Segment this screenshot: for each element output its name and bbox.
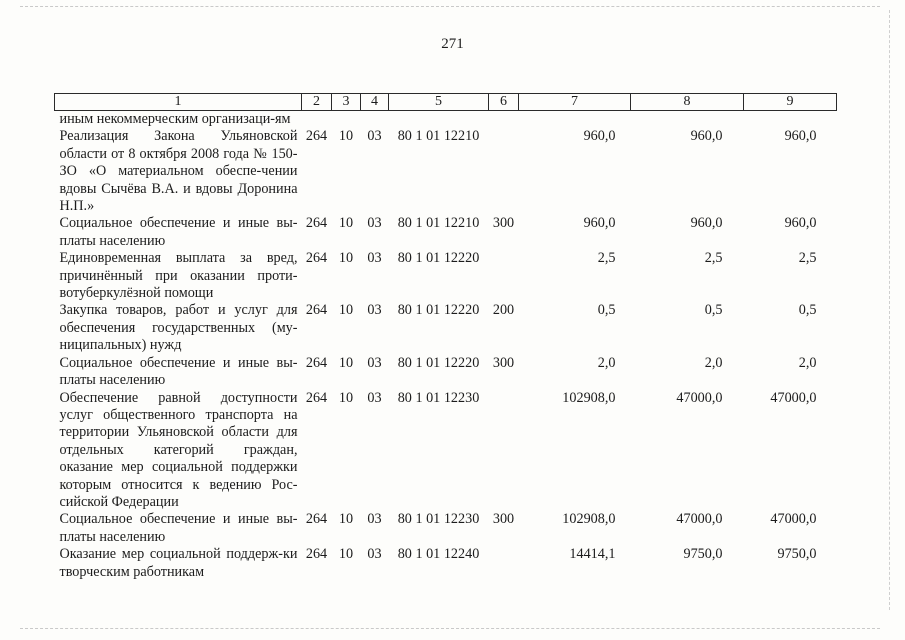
cell-description: Социальное обеспечение и иные вы-платы населению: [59, 511, 298, 545]
header-col-2: 2: [302, 94, 332, 111]
table-row: [55, 302, 837, 354]
cell-col-4: [361, 111, 389, 129]
cell-description: Закупка товаров, работ и услуг для обеспечения государственных (му-ниципальных) нужд: [59, 302, 298, 354]
cell-col-5: 80 1 01 12230: [397, 389, 480, 406]
cell-col-4: 03: [367, 354, 382, 371]
cell-col-7: 960,0: [583, 215, 616, 232]
cell-col-8: 2,0: [704, 354, 723, 371]
budget-table: [54, 93, 837, 581]
cell-col-3: 10: [338, 354, 354, 371]
cell-col-6: 300: [492, 215, 515, 232]
header-col-9: 9: [744, 94, 837, 111]
cell-description: иным некоммерческим организаци-ям: [59, 111, 291, 127]
scan-edge-top: [20, 6, 880, 8]
cell-col-9: [744, 111, 837, 129]
cell-col-6: 300: [492, 511, 515, 528]
scan-edge-bottom: [20, 628, 880, 630]
cell-col-6: [489, 128, 519, 215]
cell-description: Социальное обеспечение и иные вы-платы населению: [59, 354, 298, 389]
header-col-1: 1: [55, 94, 302, 111]
header-col-8: 8: [631, 94, 744, 111]
cell-col-8: 47000,0: [676, 511, 723, 528]
cell-col-8: 960,0: [690, 128, 723, 145]
cell-col-2: 264: [305, 128, 328, 145]
cell-col-6: [489, 546, 519, 581]
cell-col-8: 960,0: [690, 215, 723, 232]
cell-col-3: 10: [338, 511, 354, 528]
cell-col-8: 47000,0: [676, 389, 723, 406]
cell-col-9: 2,5: [798, 250, 817, 267]
table-row: [55, 355, 837, 390]
table-row: [55, 250, 837, 302]
cell-col-5: 80 1 01 12220: [397, 354, 480, 371]
cell-col-3: [332, 111, 361, 129]
cell-col-9: 47000,0: [770, 389, 817, 406]
cell-col-2: 264: [305, 215, 328, 232]
cell-col-9: 0,5: [798, 302, 817, 319]
cell-col-5: 80 1 01 12240: [397, 546, 480, 563]
cell-col-4: 03: [367, 215, 382, 232]
cell-col-2: 264: [305, 546, 328, 563]
cell-col-4: 03: [367, 250, 382, 267]
cell-col-3: 10: [338, 250, 354, 267]
cell-description: Социальное обеспечение и иные вы-платы населению: [59, 215, 298, 249]
cell-col-6: [489, 250, 519, 302]
cell-col-5: 80 1 01 12220: [397, 250, 480, 267]
table-row: [55, 546, 837, 581]
cell-col-3: 10: [338, 302, 354, 319]
cell-col-7: 960,0: [583, 128, 616, 145]
cell-col-4: 03: [367, 302, 382, 319]
cell-col-6: [489, 390, 519, 512]
cell-col-4: 03: [367, 546, 382, 563]
header-col-6: 6: [489, 94, 519, 111]
cell-col-2: 264: [305, 354, 328, 371]
cell-col-3: 10: [338, 389, 354, 406]
cell-col-3: 10: [338, 128, 354, 145]
header-col-3: 3: [332, 94, 361, 111]
scan-edge-right: [889, 10, 891, 610]
cell-col-7: 2,5: [597, 250, 616, 267]
cell-col-5: 80 1 01 12210: [397, 128, 480, 145]
cell-col-2: [302, 111, 332, 129]
cell-col-4: 03: [367, 389, 382, 406]
cell-col-2: 264: [305, 511, 328, 528]
cell-col-2: 264: [305, 250, 328, 267]
cell-col-7: 102908,0: [562, 511, 616, 528]
cell-col-7: 102908,0: [562, 389, 616, 406]
cell-col-9: 960,0: [784, 128, 817, 145]
header-col-4: 4: [361, 94, 389, 111]
table-row: [55, 511, 837, 546]
cell-col-8: [631, 111, 744, 129]
header-row: [55, 94, 837, 111]
cell-col-8: 2,5: [704, 250, 723, 267]
cell-description: Реализация Закона Ульяновской области от 8 октября 2008 года № 150-ЗО «О материальном обеспе-чении вдовы Сычёва В.А. и вдовы Доронина Н.П.»: [59, 128, 298, 215]
cell-col-7: [519, 111, 631, 129]
table-row: [55, 390, 837, 512]
cell-col-2: 264: [305, 389, 328, 406]
table-body: [55, 111, 837, 581]
table-row: [55, 215, 837, 250]
cell-col-5: 80 1 01 12220: [397, 302, 480, 319]
cell-col-5: 80 1 01 12210: [397, 215, 480, 232]
cell-col-9: 9750,0: [777, 546, 817, 563]
cell-col-6: 300: [492, 354, 515, 371]
table-row: [55, 128, 837, 215]
cell-col-8: 0,5: [704, 302, 723, 319]
cell-col-3: 10: [338, 215, 354, 232]
cell-col-7: 2,0: [597, 354, 616, 371]
header-col-5: 5: [389, 94, 489, 111]
cell-col-6: 200: [492, 302, 515, 319]
cell-col-9: 2,0: [798, 354, 817, 371]
cell-col-4: 03: [367, 511, 382, 528]
cell-description: Единовременная выплата за вред, причинённый при оказании проти-вотуберкулёзной помощи: [59, 250, 298, 302]
header-col-7: 7: [519, 94, 631, 111]
cell-col-6: [489, 111, 519, 129]
page-number: 271: [441, 36, 464, 52]
cell-col-2: 264: [305, 302, 328, 319]
cell-col-5: 80 1 01 12230: [397, 511, 480, 528]
cell-col-7: 0,5: [597, 302, 616, 319]
cell-description: Оказание мер социальной поддерж-ки творческим работникам: [59, 546, 298, 580]
cell-description: Обеспечение равной доступности услуг общественного транспорта на территории Ульяновской области для отдельных категорий граждан, оказание мер социальной поддержки которым относится к ведению Рос-сийской Федерации: [59, 389, 298, 510]
cell-col-9: 47000,0: [770, 511, 817, 528]
cell-col-5: [389, 111, 489, 129]
table-row: [55, 111, 837, 129]
cell-col-7: 14414,1: [569, 546, 616, 563]
cell-col-4: 03: [367, 128, 382, 145]
cell-col-8: 9750,0: [683, 546, 723, 563]
cell-col-9: 960,0: [784, 215, 817, 232]
cell-col-3: 10: [338, 546, 354, 563]
